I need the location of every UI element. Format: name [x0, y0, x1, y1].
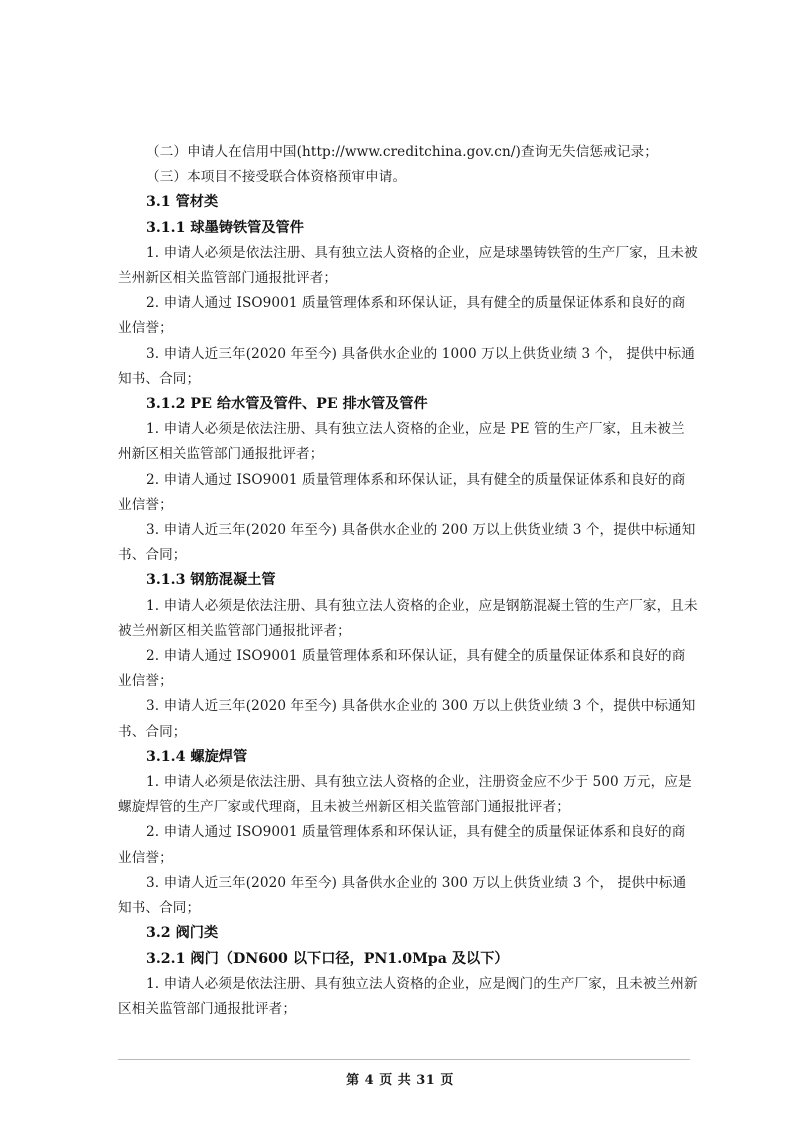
- section-heading: 3.1.2 PE 给水管及管件、PE 排水管及管件: [146, 396, 428, 413]
- paragraph: 3. 申请人近三年(2020 年至今) 具备供水企业的 300 万以上供货业绩 3 个， 提供中标通知书、合同；: [118, 874, 687, 917]
- section-heading: 3.1.3 钢筋混凝土管: [146, 572, 276, 589]
- document-body: [118, 140, 698, 1022]
- section-heading: 3.1.1 球墨铸铁管及管件: [146, 219, 304, 236]
- paragraph: （二）申请人在信用中国(http://www.creditchina.gov.cn/)查询无失信惩戒记录；: [146, 144, 658, 160]
- paragraph: 2. 申请人通过 ISO9001 质量管理体系和环保认证，具有健全的质量保证体系和良好的商业信誉；: [118, 648, 686, 690]
- page-footer: 第 4 页 共 31 页: [346, 1073, 454, 1088]
- paragraph: 2. 申请人通过 ISO9001 质量管理体系和环保认证，具有健全的质量保证体系和良好的商业信誉；: [118, 824, 686, 866]
- paragraph: 2. 申请人通过 ISO9001 质量管理体系和环保认证，具有健全的质量保证体系和良好的商业信誉；: [118, 471, 686, 513]
- paragraph: 3. 申请人近三年(2020 年至今) 具备供水企业的 1000 万以上供货业绩 3 个， 提供中标通知书、合同；: [118, 345, 695, 387]
- footer-divider: [118, 1059, 690, 1060]
- paragraph: 2. 申请人通过 ISO9001 质量管理体系和环保认证，具有健全的质量保证体系和良好的商业信誉；: [118, 295, 686, 337]
- paragraph: （三）本项目不接受联合体资格预审申请。: [146, 169, 407, 186]
- paragraph: 1. 申请人必须是依法注册、具有独立法人资格的企业，应是球墨铸铁管的生产厂家，且未被兰州新区相关监管部门通报批评者；: [118, 244, 698, 287]
- paragraph: 1. 申请人必须是依法注册、具有独立法人资格的企业，应是 PE 管的生产厂家，且未被兰州新区相关监管部门通报批评者；: [118, 421, 685, 463]
- section-heading: 3.1 管材类: [146, 194, 219, 211]
- section-heading: 3.1.4 螺旋焊管: [146, 748, 248, 765]
- section-heading: 3.2 阀门类: [146, 925, 219, 942]
- paragraph: 3. 申请人近三年(2020 年至今) 具备供水企业的 200 万以上供货业绩 3 个，提供中标通知书、合同；: [118, 522, 696, 564]
- section-heading: 3.2.1 阀门（DN600 以下口径，PN1.0Mpa 及以下）: [146, 950, 509, 967]
- paragraph: 1. 申请人必须是依法注册、具有独立法人资格的企业，应是钢筋混凝土管的生产厂家，且未被兰州新区相关监管部门通报批评者；: [118, 597, 698, 639]
- paragraph: 1. 申请人必须是依法注册、具有独立法人资格的企业，应是阀门的生产厂家，且未被兰州新区相关监管部门通报批评者；: [118, 975, 698, 1017]
- paragraph: 3. 申请人近三年(2020 年至今) 具备供水企业的 300 万以上供货业绩 3 个，提供中标通知书、合同；: [118, 698, 696, 740]
- paragraph: 1. 申请人必须是依法注册、具有独立法人资格的企业，注册资金应不少于 500 万元，应是螺旋焊管的生产厂家或代理商，且未被兰州新区相关监管部门通报批评者；: [118, 774, 692, 816]
